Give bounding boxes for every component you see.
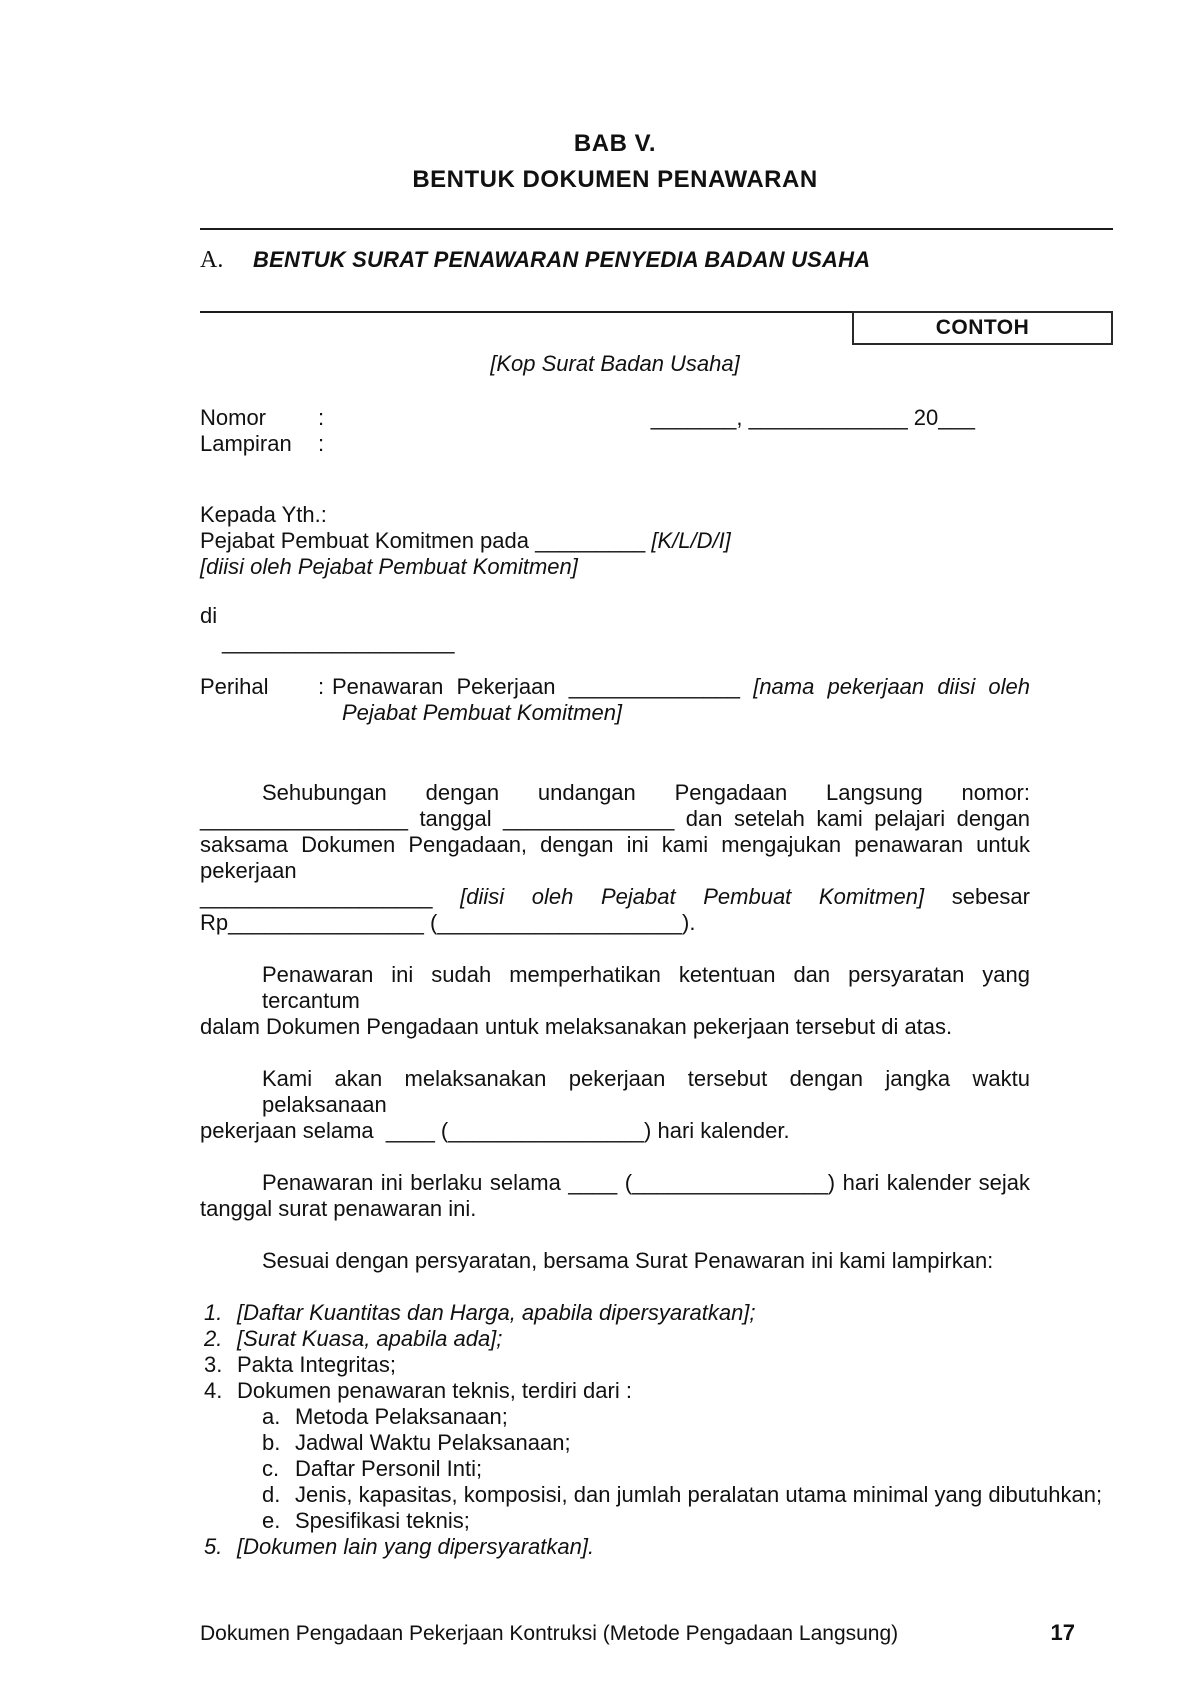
list-item	[200, 1326, 1030, 1352]
lampiran-label: Lampiran	[200, 431, 292, 456]
p1-line4-note: [diisi oleh Pejabat Pembuat Komitmen]	[460, 884, 925, 909]
list-item	[200, 1300, 1030, 1326]
list-item	[200, 1534, 1030, 1560]
perihal-row	[200, 674, 1030, 726]
sub-list-letter: b.	[262, 1430, 281, 1455]
sub-list-item	[200, 1482, 1103, 1508]
p1-line4-blank: ___________________	[200, 884, 461, 909]
nomor-row	[200, 405, 1030, 431]
contoh-badge: CONTOH	[852, 311, 1113, 345]
paragraph-2	[200, 962, 1030, 1040]
lampiran-row	[200, 431, 1030, 457]
sub-list-item	[200, 1508, 1030, 1534]
recipient-line	[200, 528, 1030, 554]
sub-list-text: Metoda Pelaksanaan;	[295, 1404, 508, 1429]
list-item-text: [Daftar Kuantitas dan Harga, apabila dipersyaratkan];	[237, 1300, 756, 1325]
section-letter: A.	[200, 247, 224, 273]
recipient-blank: _________	[535, 528, 652, 553]
perihal-blank: ______________	[568, 674, 754, 699]
chapter-title	[200, 126, 1030, 198]
list-item-text: [Dokumen lain yang dipersyaratkan].	[237, 1534, 595, 1559]
paragraph-3	[200, 1066, 1030, 1144]
di-word: di	[200, 603, 218, 628]
chapter-title-line1: BAB V.	[573, 130, 657, 157]
p3-line1: Kami akan melaksanakan pekerjaan tersebut dengan jangka waktu pelaksanaan	[262, 1066, 1030, 1117]
p2-line1: Penawaran ini sudah memperhatikan ketentuan dan persyaratan yang tercantum	[262, 962, 1030, 1013]
perihal-line1	[332, 674, 1030, 700]
recipient-text: Pejabat Pembuat Komitmen pada	[200, 528, 536, 553]
p4-line2: tanggal surat penawaran ini.	[200, 1196, 477, 1221]
nomor-label: Nomor	[200, 405, 267, 430]
list-item-number: 2.	[204, 1326, 223, 1351]
perihal-content	[332, 674, 1030, 726]
p3-line2: pekerjaan selama ____ (________________) hari kalender.	[200, 1118, 790, 1143]
recipient-block	[200, 502, 1030, 580]
nomor-colon: :	[318, 405, 325, 430]
perihal-text: Penawaran Pekerjaan	[332, 674, 569, 699]
divider-line-top	[200, 228, 1113, 230]
chapter-title-line2: BENTUK DOKUMEN PENAWARAN	[412, 166, 818, 193]
p1-line5: Rp________________ (____________________).	[200, 910, 696, 935]
paragraph-4	[200, 1170, 1030, 1222]
perihal-note-line1: [nama pekerjaan diisi oleh	[753, 674, 1030, 699]
p5-line1: Sesuai dengan persyaratan, bersama Surat Penawaran ini kami lampirkan:	[262, 1248, 994, 1273]
p1-line4	[200, 884, 1030, 910]
perihal-colon: :	[318, 674, 325, 699]
recipient-fill-note: [diisi oleh Pejabat Pembuat Komitmen]	[200, 554, 578, 579]
p4-line1: Penawaran ini berlaku selama ____ (________________) hari kalender sejak	[262, 1170, 1030, 1195]
sub-list-letter: e.	[262, 1508, 281, 1533]
sub-list-text: Spesifikasi teknis;	[295, 1508, 470, 1533]
p2-line2: dalam Dokumen Pengadaan untuk melaksanakan pekerjaan tersebut di atas.	[200, 1014, 953, 1039]
section-heading	[200, 245, 1030, 275]
recipient-salutation: Kepada Yth.:	[200, 502, 327, 527]
p1-line3: saksama Dokumen Pengadaan, dengan ini kami mengajukan penawaran untuk pekerjaan	[200, 832, 1030, 883]
sub-list-letter: c.	[262, 1456, 280, 1481]
list-item	[200, 1378, 1030, 1404]
sub-list-text: Jenis, kapasitas, komposisi, dan jumlah peralatan utama minimal yang dibutuhkan;	[295, 1482, 1103, 1507]
paragraph-1	[200, 780, 1030, 936]
footer-page-number: 17	[1050, 1620, 1075, 1645]
p1-line1: Sehubungan dengan undangan Pengadaan Langsung nomor:	[262, 780, 1030, 805]
list-item-text: [Surat Kuasa, apabila ada];	[237, 1326, 503, 1351]
sub-list-text: Jadwal Waktu Pelaksanaan;	[295, 1430, 571, 1455]
list-item	[200, 1352, 1030, 1378]
list-item-text: Pakta Integritas;	[237, 1352, 396, 1377]
paragraph-5	[200, 1248, 1030, 1274]
p1-line4-tail: sebesar	[924, 884, 1030, 909]
sub-list-letter: d.	[262, 1482, 281, 1507]
list-item-number: 4.	[204, 1378, 223, 1403]
divider-line-contoh	[200, 311, 1113, 339]
letterhead-placeholder: [Kop Surat Badan Usaha]	[490, 351, 740, 376]
sub-list-item	[200, 1430, 1030, 1456]
recipient-note: [K/L/D/I]	[651, 528, 731, 553]
lampiran-colon: :	[318, 431, 325, 456]
footer-document-title: Dokumen Pengadaan Pekerjaan Kontruksi (Metode Pengadaan Langsung)	[200, 1622, 899, 1645]
list-item-number: 1.	[204, 1300, 223, 1325]
list-item-text: Dokumen penawaran teknis, terdiri dari :	[237, 1378, 632, 1403]
section-title: BENTUK SURAT PENAWARAN PENYEDIA BADAN USAHA	[253, 247, 871, 272]
list-item-number: 3.	[204, 1352, 223, 1377]
perihal-note-line2: Pejabat Pembuat Komitmen]	[342, 700, 623, 725]
p1-line2: _________________ tanggal ______________ dan setelah kami pelajari dengan	[200, 806, 1030, 831]
page-footer	[200, 1620, 1075, 1647]
sub-list-text: Daftar Personil Inti;	[295, 1456, 483, 1481]
attachment-list	[200, 1300, 1103, 1560]
perihal-label: Perihal	[200, 674, 269, 699]
di-blank-line: ___________________	[222, 629, 455, 654]
sub-list-letter: a.	[262, 1404, 281, 1429]
sub-list-item	[200, 1404, 1030, 1430]
date-blank-line: _______, _____________ 20___	[650, 405, 975, 430]
list-item-number: 5.	[204, 1534, 223, 1559]
sub-list-item	[200, 1456, 1030, 1482]
